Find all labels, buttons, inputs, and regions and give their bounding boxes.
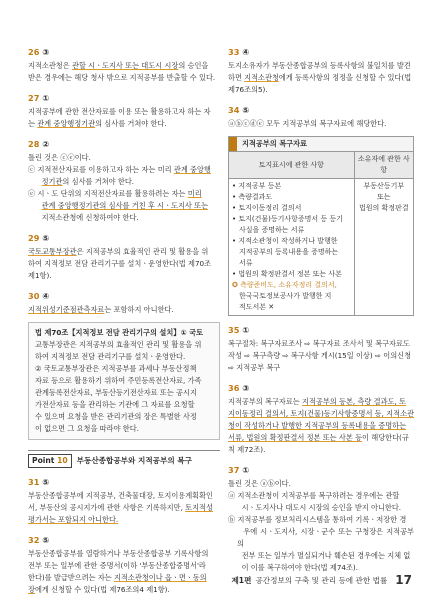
text: 의 승인을 xyxy=(178,61,209,70)
answer-choice: ⑤ xyxy=(42,535,50,545)
text: 수 있으며 요청을 받은 관리기관의 장은 특별한 사정 xyxy=(35,412,197,421)
text: 전부 또는 일부에 관한 증명서(이하 '부동산종합증명서'라 xyxy=(28,561,206,570)
text: 복구절차: 복구자료조사 ⇨ 복구자료 조사서 및 복구자료도 xyxy=(228,339,410,348)
question-number: 26 xyxy=(28,47,40,57)
question-number: 35 xyxy=(228,325,240,335)
text: 교통부장관은 지적공부의 효율적인 관리 및 활용을 위 xyxy=(35,340,202,349)
text: 적도서본 ✕ xyxy=(239,303,275,311)
right-column xyxy=(228,0,414,574)
question-number: 28 xyxy=(28,139,40,149)
text: 서, 부동산의 공시지가에 관한 사항은 기록하지만, xyxy=(28,503,186,512)
text: 평가서는 포함되지 아니한다. xyxy=(28,515,119,524)
answer-36 xyxy=(228,382,414,456)
text: 한국국토정보공사가 발행한 지 xyxy=(239,292,332,300)
text: 자료 등으로 활용하기 위하여 주민등록전산자료, 가족 xyxy=(35,376,202,385)
text: 정기관 xyxy=(41,177,63,186)
text: 지적소관청에 신청하여야 한다. xyxy=(41,213,139,222)
text: 에게 등록사항의 정정을 신청할 수 있다(법 xyxy=(278,73,412,82)
chapter-title: 공간정보의 구축 및 관리 등에 관한 법률 xyxy=(255,575,388,585)
answer-26 xyxy=(28,46,220,84)
left-column xyxy=(28,0,220,596)
text: 토지적성 xyxy=(185,503,213,512)
answer-30 xyxy=(28,290,220,316)
text: 부동산종합공부를 열람하거나 부동산종합공부 기록사항의 xyxy=(28,549,209,558)
table-title xyxy=(228,136,414,152)
answer-33 xyxy=(228,46,414,96)
title-marker xyxy=(229,137,237,151)
table-row xyxy=(229,179,413,316)
text: 하면 xyxy=(228,73,245,82)
text: 지이동정리 결의서, 토지(건물)등기사항증명서 등, 지적소관 xyxy=(228,409,414,418)
text: 한다)를 발급받으려는 자는 xyxy=(28,573,115,582)
answer-32 xyxy=(28,534,220,596)
text: • 토지(건물)등기사항증명서 등 등기 xyxy=(232,215,343,223)
text: 지적공부의 등록내용을 증명하는 xyxy=(239,248,339,256)
text: 장 xyxy=(28,585,35,594)
column-header: 소유자에 관한 사항 xyxy=(354,152,413,179)
text: ✪ 측량준비도, 소유자정리 결의서, xyxy=(232,281,337,289)
text: 지적공부의 복구자료는 xyxy=(228,397,303,406)
answer-27 xyxy=(28,92,220,130)
text: 은 지적공부의 효율적인 관리 및 활용을 위 xyxy=(76,247,209,256)
answer-choice: ② xyxy=(42,139,50,149)
text: 는 포함하지 아니한다. xyxy=(104,305,174,314)
table-cell xyxy=(229,179,354,316)
text: ⓒ 지적전산자료를 이용하고자 하는 자는 미리 xyxy=(28,165,174,174)
text: 관할 시ㆍ도지사 또는 대도시 시장 xyxy=(71,61,179,70)
point-heading xyxy=(28,450,220,468)
text: 토지소유자가 부동산종합공부의 등록사항의 불일치를 발견 xyxy=(228,61,411,70)
answer-choice: ① xyxy=(42,93,50,103)
question-number: 34 xyxy=(228,105,240,115)
text: • 지적소관청이 작성하거나 발행한 xyxy=(232,237,338,245)
text: 전부 또는 일부가 멸실되거나 훼손된 경우에는 지체 없 xyxy=(241,551,411,560)
text: 국토교통부장관 xyxy=(28,247,77,256)
law-heading: 법 제70조【지적정보 전담 관리기구의 설치】① 국토 xyxy=(35,328,203,337)
text: ⇨ 지적공부 복구 xyxy=(228,363,281,372)
question-number: 32 xyxy=(28,535,40,545)
question-number: 30 xyxy=(28,291,40,301)
text: 지적위성기준점관측자료 xyxy=(28,305,105,314)
text: ⓐⓑⓒⓓⓔ 모두 지적공부의 복구자료에 해당한다. xyxy=(228,119,387,128)
question-number: 36 xyxy=(228,383,240,393)
text: 지적공부에 관한 전산자료를 이용 또는 활용하고자 하는 자 xyxy=(28,107,211,116)
question-number: 27 xyxy=(28,93,40,103)
point-title: 부동산종합공부와 지적공부의 복구 xyxy=(76,456,192,465)
text: • 측량결과도 xyxy=(232,193,273,201)
page-footer xyxy=(231,573,412,587)
text: 청이 작성하거나 발행한 지적공부의 등록내용을 증명하는 xyxy=(228,421,407,430)
text: 하여 지적정보 전담 관리기구를 설치ㆍ운영한다. xyxy=(35,352,186,361)
page-number: 17 xyxy=(395,573,412,587)
text: ② 국토교통부장관은 지적공부를 과세나 부동산정책 xyxy=(35,364,197,373)
text: 지적소관청 xyxy=(244,73,279,82)
answer-37 xyxy=(228,464,414,574)
question-number: 33 xyxy=(228,47,240,57)
text: 제1항). xyxy=(28,271,52,280)
text: 의 심사를 거쳐야 한다. xyxy=(95,119,167,128)
answer-choice: ③ xyxy=(242,383,250,393)
answer-choice: ⑤ xyxy=(42,477,50,487)
text: • 법원의 확정판결서 정본 또는 사본 xyxy=(232,270,342,278)
answer-choice: ⑤ xyxy=(42,233,50,243)
text: 부동산등기부 xyxy=(363,182,405,190)
text: ⓔ 시ㆍ도 단위의 지적전산자료를 활용하려는 자는 xyxy=(28,189,188,198)
text: 이 없으면 그 요청을 따라야 한다. xyxy=(35,424,139,433)
text: 지적공부의 복구자료 xyxy=(242,139,307,148)
table-header-row xyxy=(229,152,413,179)
table xyxy=(229,152,413,315)
text: 우에 시ㆍ도지사, 시장ㆍ군수 또는 구청장은 지적공부의 xyxy=(237,527,414,548)
question-number: 29 xyxy=(28,233,40,243)
point-tag xyxy=(28,454,72,468)
text: 지적공부의 등본, 측량 결과도, 토 xyxy=(302,397,406,406)
text: ⓐ 지적소관청이 지적공부를 복구하려는 경우에는 관할 xyxy=(228,491,400,500)
text: 서류 xyxy=(239,259,253,267)
question-number: 31 xyxy=(28,477,40,487)
text: 이 해당한다(규 xyxy=(362,433,409,442)
text: 관계등록전산자료, 부동산등기전산자료 또는 공시지 xyxy=(35,388,197,397)
text: 에게 신청할 수 있다(법 제76조의4 제1항). xyxy=(34,585,170,594)
answer-29 xyxy=(28,232,220,282)
answer-choice: ④ xyxy=(242,47,250,57)
text: 사실을 증명하는 서류 xyxy=(239,226,305,234)
column-header: 토지표시에 관한 사항 xyxy=(229,152,354,179)
text: 미리 xyxy=(187,189,202,198)
text: 부동산종합공부에 지적공부, 건축물대장, 토지이용계획확인 xyxy=(28,491,214,500)
text: 관계 중앙행 xyxy=(173,165,211,174)
text: 틀린 것은 ⓐⓑ이다. xyxy=(228,479,291,488)
text: 가전산자료 등을 관리하는 기관에 그 자료를 요청할 xyxy=(35,400,195,409)
text: 시ㆍ도지사나 대도시 시장의 승인을 받지 아니한다. xyxy=(241,503,402,512)
text: 또는 xyxy=(377,193,391,201)
chapter-label: 제1편 xyxy=(231,575,252,585)
text: 의 심사를 거쳐야 한다. xyxy=(62,177,135,186)
text: • 토지이동정리 결의서 xyxy=(232,204,302,212)
answer-choice: ④ xyxy=(42,291,50,301)
law-article-box xyxy=(28,322,220,440)
text: ⓑ 지적공부를 정보처리시스템을 통하여 기록ㆍ저장한 경 xyxy=(228,515,407,524)
text: 이 이를 복구하여야 한다(법 제74조). xyxy=(241,563,359,572)
answer-choice: ③ xyxy=(42,47,50,57)
recovery-materials-table xyxy=(228,136,414,316)
text: 지적소관청이나 읍ㆍ면ㆍ동의 xyxy=(114,573,207,582)
question-number: 37 xyxy=(228,465,240,475)
answer-choice: ① xyxy=(242,325,250,335)
text: 법원의 확정판결 xyxy=(359,204,409,212)
text: 관계 중앙행정기관 xyxy=(37,119,96,128)
answer-31 xyxy=(28,476,220,526)
text: 는 xyxy=(28,119,38,128)
text: 제76조의5). xyxy=(228,85,268,94)
text: 관계 중앙행정기관의 심사를 거친 후 시ㆍ도지사 또는 xyxy=(41,201,209,210)
table-cell xyxy=(354,179,413,316)
answer-28 xyxy=(28,138,220,224)
text: 칙 제72조). xyxy=(228,445,266,454)
answer-choice: ⑤ xyxy=(242,105,250,115)
text: 서류, 법원의 확정판결서 정본 또는 사본 등 xyxy=(228,433,363,442)
point-number: 10 xyxy=(57,456,68,465)
text: Point xyxy=(32,456,55,465)
answer-35 xyxy=(228,324,414,374)
answer-choice: ① xyxy=(242,465,250,475)
text: • 지적공부 등본 xyxy=(232,182,282,190)
text: 지적소관청은 xyxy=(28,61,72,70)
text: 틀린 것은 ⓒⓔ이다. xyxy=(28,153,91,162)
text: 받은 경우에는 해당 청사 밖으로 지적공부를 반출할 수 있다. xyxy=(28,73,216,82)
text: 작성 ⇨ 복구측량 ⇨ 복구사항 게시(15일 이상) ⇨ 이의신청 xyxy=(228,351,412,360)
answer-34 xyxy=(228,104,414,130)
text: 하여 지적정보 전담 관리기구를 설치ㆍ운영한다(법 제70조 xyxy=(28,259,212,268)
